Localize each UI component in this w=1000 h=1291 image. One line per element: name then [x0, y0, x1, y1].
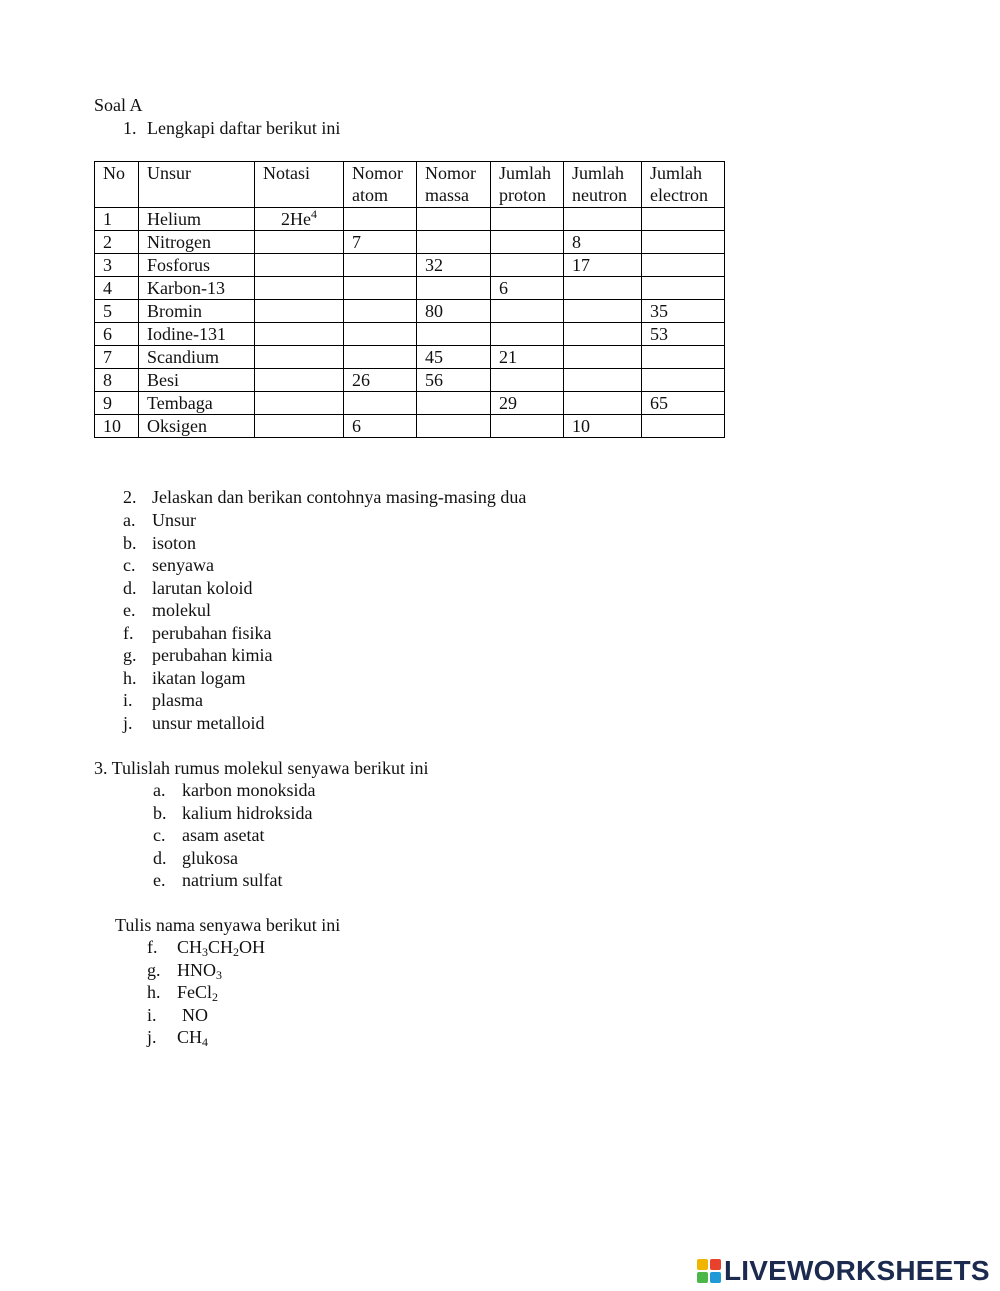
cell-nomor-massa [417, 277, 491, 300]
cell-nomor-massa [417, 392, 491, 415]
header-nomor-massa: Nomor massa [417, 162, 491, 208]
list-item [123, 599, 211, 621]
header-notasi: Notasi [255, 162, 344, 208]
chemical-formula: $HNO_3$ [177, 959, 222, 982]
cell-no: 6 [95, 323, 139, 346]
list-text: larutan koloid [152, 577, 253, 598]
list-text: Unsur [152, 510, 196, 530]
cell-nomor-atom [344, 208, 417, 231]
logo-grid-icon [697, 1259, 721, 1283]
cell-nomor-massa: 45 [417, 346, 491, 369]
cell-nomor-atom [344, 392, 417, 415]
cell-notasi [255, 277, 344, 300]
cell-nomor-massa [417, 415, 491, 438]
list-item [123, 622, 271, 644]
list-item [123, 712, 264, 734]
table-header-row [95, 162, 725, 208]
question-3-text: 3. Tulislah rumus molekul senyawa berikut ini [94, 758, 429, 778]
cell-no: 5 [95, 300, 139, 323]
cell-nomor-atom: 26 [344, 369, 417, 392]
header-nomor-atom: Nomor atom [344, 162, 417, 208]
cell-electron: 53 [642, 323, 725, 346]
list-text: karbon monoksida [182, 780, 316, 800]
cell-nomor-atom: 6 [344, 415, 417, 438]
list-marker: h. [147, 982, 161, 1003]
formula-item [147, 1004, 208, 1026]
cell-no: 7 [95, 346, 139, 369]
list-item [123, 644, 272, 666]
question-1-text: Lengkapi daftar berikut ini [147, 118, 341, 138]
cell-nomor-massa [417, 323, 491, 346]
list-item [123, 689, 203, 711]
list-marker: b. [153, 802, 167, 823]
list-marker: d. [153, 847, 167, 868]
list-marker: a. [123, 510, 136, 530]
cell-no: 2 [95, 231, 139, 254]
table-row [95, 208, 725, 231]
formula-item [147, 981, 218, 1003]
cell-proton [491, 415, 564, 438]
chemical-formula: FeCl$_2$ [177, 982, 219, 1005]
list-item [123, 509, 196, 531]
list-text: natrium sulfat [182, 870, 283, 891]
list-item [153, 824, 264, 846]
list-text: perubahan kimia [152, 645, 273, 666]
cell-electron [642, 208, 725, 231]
cell-neutron [564, 346, 642, 369]
element-table [94, 161, 725, 438]
cell-proton [491, 231, 564, 254]
question-2-text: Jelaskan dan berikan contohnya masing-masing dua [152, 487, 527, 507]
cell-notasi [255, 300, 344, 323]
list-marker: i. [123, 690, 133, 711]
list-text: molekul [152, 600, 211, 621]
list-item [123, 554, 214, 576]
table-row [95, 323, 725, 346]
cell-electron [642, 231, 725, 254]
table-row [95, 254, 725, 277]
list-text: glukosa [182, 847, 238, 868]
cell-unsur: Helium [139, 208, 255, 231]
table-row [95, 231, 725, 254]
list-marker: j. [123, 712, 133, 733]
list-item [153, 779, 315, 801]
cell-notasi [255, 254, 344, 277]
cell-no: 1 [95, 208, 139, 231]
list-marker: g. [147, 959, 161, 980]
list-marker: b. [123, 532, 137, 553]
header-no: No [95, 162, 139, 208]
cell-no: 3 [95, 254, 139, 277]
cell-no: 9 [95, 392, 139, 415]
cell-electron: 35 [642, 300, 725, 323]
list-text: plasma [152, 690, 203, 711]
cell-nomor-atom: 7 [344, 231, 417, 254]
list-item [153, 802, 312, 824]
table-row [95, 277, 725, 300]
cell-no: 4 [95, 277, 139, 300]
cell-proton [491, 300, 564, 323]
cell-unsur: Oksigen [139, 415, 255, 438]
cell-electron [642, 346, 725, 369]
list-item [123, 532, 196, 554]
list-marker: e. [123, 600, 136, 621]
notasi-superscript: 4 [311, 207, 317, 221]
list-text: asam asetat [182, 825, 265, 846]
cell-notasi [255, 323, 344, 346]
list-item [153, 869, 282, 891]
cell-nomor-massa [417, 231, 491, 254]
cell-nomor-atom [344, 277, 417, 300]
cell-neutron [564, 323, 642, 346]
table-row [95, 346, 725, 369]
cell-neutron: 17 [564, 254, 642, 277]
list-text: unsur metalloid [152, 712, 265, 733]
cell-nomor-massa: 32 [417, 254, 491, 277]
cell-unsur: Nitrogen [139, 231, 255, 254]
formula-item [147, 1026, 208, 1048]
cell-unsur: Iodine-131 [139, 323, 255, 346]
table-row [95, 415, 725, 438]
names-instruction: Tulis nama senyawa berikut ini [115, 915, 341, 935]
list-marker: e. [153, 870, 166, 891]
cell-proton [491, 369, 564, 392]
list-marker: c. [153, 825, 166, 846]
cell-notasi: 2He$^4$ [255, 208, 344, 231]
question-2 [123, 486, 526, 508]
cell-electron [642, 277, 725, 300]
cell-electron [642, 415, 725, 438]
cell-unsur: Scandium [139, 346, 255, 369]
cell-notasi [255, 415, 344, 438]
list-marker: a. [153, 780, 166, 800]
cell-proton: 21 [491, 346, 564, 369]
cell-no: 8 [95, 369, 139, 392]
list-text: perubahan fisika [152, 622, 272, 643]
cell-nomor-atom [344, 346, 417, 369]
list-marker: f. [123, 622, 134, 643]
header-jumlah-electron: Jumlah electron [642, 162, 725, 208]
list-marker: h. [123, 667, 137, 688]
header-jumlah-neutron: Jumlah neutron [564, 162, 642, 208]
cell-proton [491, 208, 564, 231]
question-1-number: 1. [123, 118, 137, 138]
list-marker: g. [123, 645, 137, 666]
cell-electron [642, 369, 725, 392]
cell-notasi [255, 346, 344, 369]
cell-unsur: Karbon-13 [139, 277, 255, 300]
list-marker: c. [123, 555, 136, 576]
cell-nomor-atom [344, 300, 417, 323]
cell-unsur: Bromin [139, 300, 255, 323]
cell-notasi [255, 369, 344, 392]
question-2-number: 2. [123, 487, 137, 507]
cell-proton [491, 254, 564, 277]
cell-proton: 29 [491, 392, 564, 415]
table-row [95, 392, 725, 415]
formula-item [147, 959, 222, 981]
cell-neutron [564, 300, 642, 323]
cell-unsur: Besi [139, 369, 255, 392]
chemical-formula: $CH_3CH_2OH$ [177, 937, 266, 959]
cell-proton [491, 323, 564, 346]
cell-proton: 6 [491, 277, 564, 300]
cell-electron: 65 [642, 392, 725, 415]
table-row [95, 369, 725, 392]
table-row [95, 300, 725, 323]
cell-notasi [255, 392, 344, 415]
list-text: kalium hidroksida [182, 802, 313, 823]
list-marker: j. [147, 1027, 157, 1048]
cell-neutron: 8 [564, 231, 642, 254]
header-unsur: Unsur [139, 162, 255, 208]
cell-nomor-massa [417, 208, 491, 231]
logo-text: LIVEWORKSHEETS [724, 1255, 990, 1286]
list-marker: f. [147, 937, 158, 957]
cell-no: 10 [95, 415, 139, 438]
chemical-formula: $CH_4$ [177, 1027, 209, 1050]
list-marker: d. [123, 577, 137, 598]
header-jumlah-proton: Jumlah proton [491, 162, 564, 208]
list-text: ikatan logam [152, 667, 246, 688]
list-text: isoton [152, 532, 197, 553]
cell-unsur: Tembaga [139, 392, 255, 415]
cell-nomor-atom [344, 254, 417, 277]
cell-nomor-massa: 56 [417, 369, 491, 392]
question-1 [123, 117, 340, 139]
cell-neutron [564, 208, 642, 231]
cell-nomor-atom [344, 323, 417, 346]
cell-unsur: Fosforus [139, 254, 255, 277]
cell-neutron: 10 [564, 415, 642, 438]
list-marker: i. [147, 1004, 157, 1025]
formula-item [147, 936, 265, 958]
list-item [123, 577, 252, 599]
cell-nomor-massa: 80 [417, 300, 491, 323]
list-item [153, 847, 238, 869]
cell-electron [642, 254, 725, 277]
cell-neutron [564, 369, 642, 392]
cell-neutron [564, 277, 642, 300]
chemical-formula: NO [182, 1004, 208, 1025]
list-text: senyawa [152, 555, 214, 576]
section-title: Soal A [94, 95, 143, 115]
cell-neutron [564, 392, 642, 415]
cell-notasi [255, 231, 344, 254]
list-item [123, 667, 245, 689]
